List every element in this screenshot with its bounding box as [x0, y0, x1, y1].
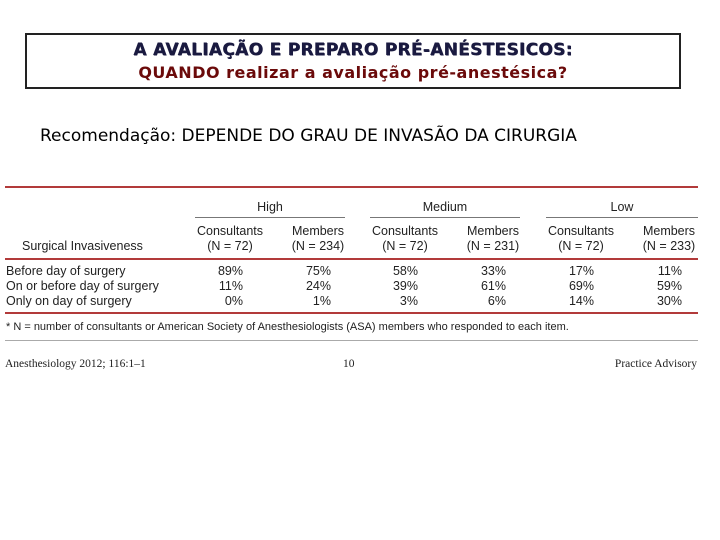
- table-top-rule: [5, 186, 698, 188]
- col-header-consultants: Consultants: [371, 224, 438, 238]
- col-header-n: (N = 231): [466, 239, 520, 253]
- footnote-rule: [5, 340, 698, 341]
- table-cell: 69%: [568, 279, 594, 293]
- page-number: 10: [343, 358, 355, 370]
- slide-title-line2: QUANDO realizar a avaliação pré-anestésica?: [138, 63, 568, 82]
- col-header-members: Members: [642, 224, 696, 238]
- group-header-high: High: [257, 200, 283, 214]
- col-header-members: Members: [291, 224, 345, 238]
- table-cell: 30%: [656, 294, 682, 308]
- table-cell: 1%: [312, 294, 331, 308]
- row-label: Before day of surgery: [6, 264, 126, 278]
- table-cell: 0%: [224, 294, 243, 308]
- col-header-consultants: Consultants: [196, 224, 263, 238]
- table-cell: 6%: [487, 294, 506, 308]
- table-header-rule: [5, 258, 698, 260]
- group-header-low: Low: [610, 200, 634, 214]
- table-cell: 39%: [392, 279, 418, 293]
- row-header-label: Surgical Invasiveness: [22, 239, 143, 253]
- table-cell: 33%: [480, 264, 506, 278]
- table-cell: 14%: [568, 294, 594, 308]
- row-label: Only on day of surgery: [6, 294, 132, 308]
- table-cell: 59%: [656, 279, 682, 293]
- section-label: Practice Advisory: [614, 358, 697, 370]
- table-footnote: * N = number of consultants or American Society of Anesthesiologists (ASA) members who responded to each item.: [6, 321, 569, 333]
- col-header-members: Members: [466, 224, 520, 238]
- table-cell: 11%: [657, 264, 682, 278]
- table-bottom-rule: [5, 312, 698, 314]
- col-header-n: (N = 234): [291, 239, 345, 253]
- table-cell: 61%: [480, 279, 506, 293]
- table-cell: 17%: [568, 264, 594, 278]
- col-header-n: (N = 72): [558, 239, 604, 253]
- table-cell: 89%: [217, 264, 243, 278]
- table-cell: 24%: [305, 279, 331, 293]
- journal-citation: Anesthesiology 2012; 116:1–1: [5, 358, 146, 370]
- col-header-n: (N = 72): [207, 239, 253, 253]
- col-header-n: (N = 72): [382, 239, 428, 253]
- col-header-n: (N = 233): [642, 239, 696, 253]
- group-rule-low: [546, 217, 698, 218]
- recommendation-text: Recomendação: DEPENDE DO GRAU DE INVASÃO DA CIRURGIA: [40, 126, 577, 146]
- slide-title-line1: A AVALIAÇÃO E PREPARO PRÉ-ANÉSTESICOS:: [133, 40, 573, 60]
- table-cell: 58%: [392, 264, 418, 278]
- group-header-medium: Medium: [422, 200, 468, 214]
- table-cell: 75%: [305, 264, 331, 278]
- col-header-consultants: Consultants: [547, 224, 614, 238]
- slide-title-box: [25, 33, 681, 89]
- table-cell: 11%: [218, 279, 243, 293]
- group-rule-high: [195, 217, 345, 218]
- row-label: On or before day of surgery: [6, 279, 159, 293]
- group-rule-medium: [370, 217, 520, 218]
- table-cell: 3%: [399, 294, 418, 308]
